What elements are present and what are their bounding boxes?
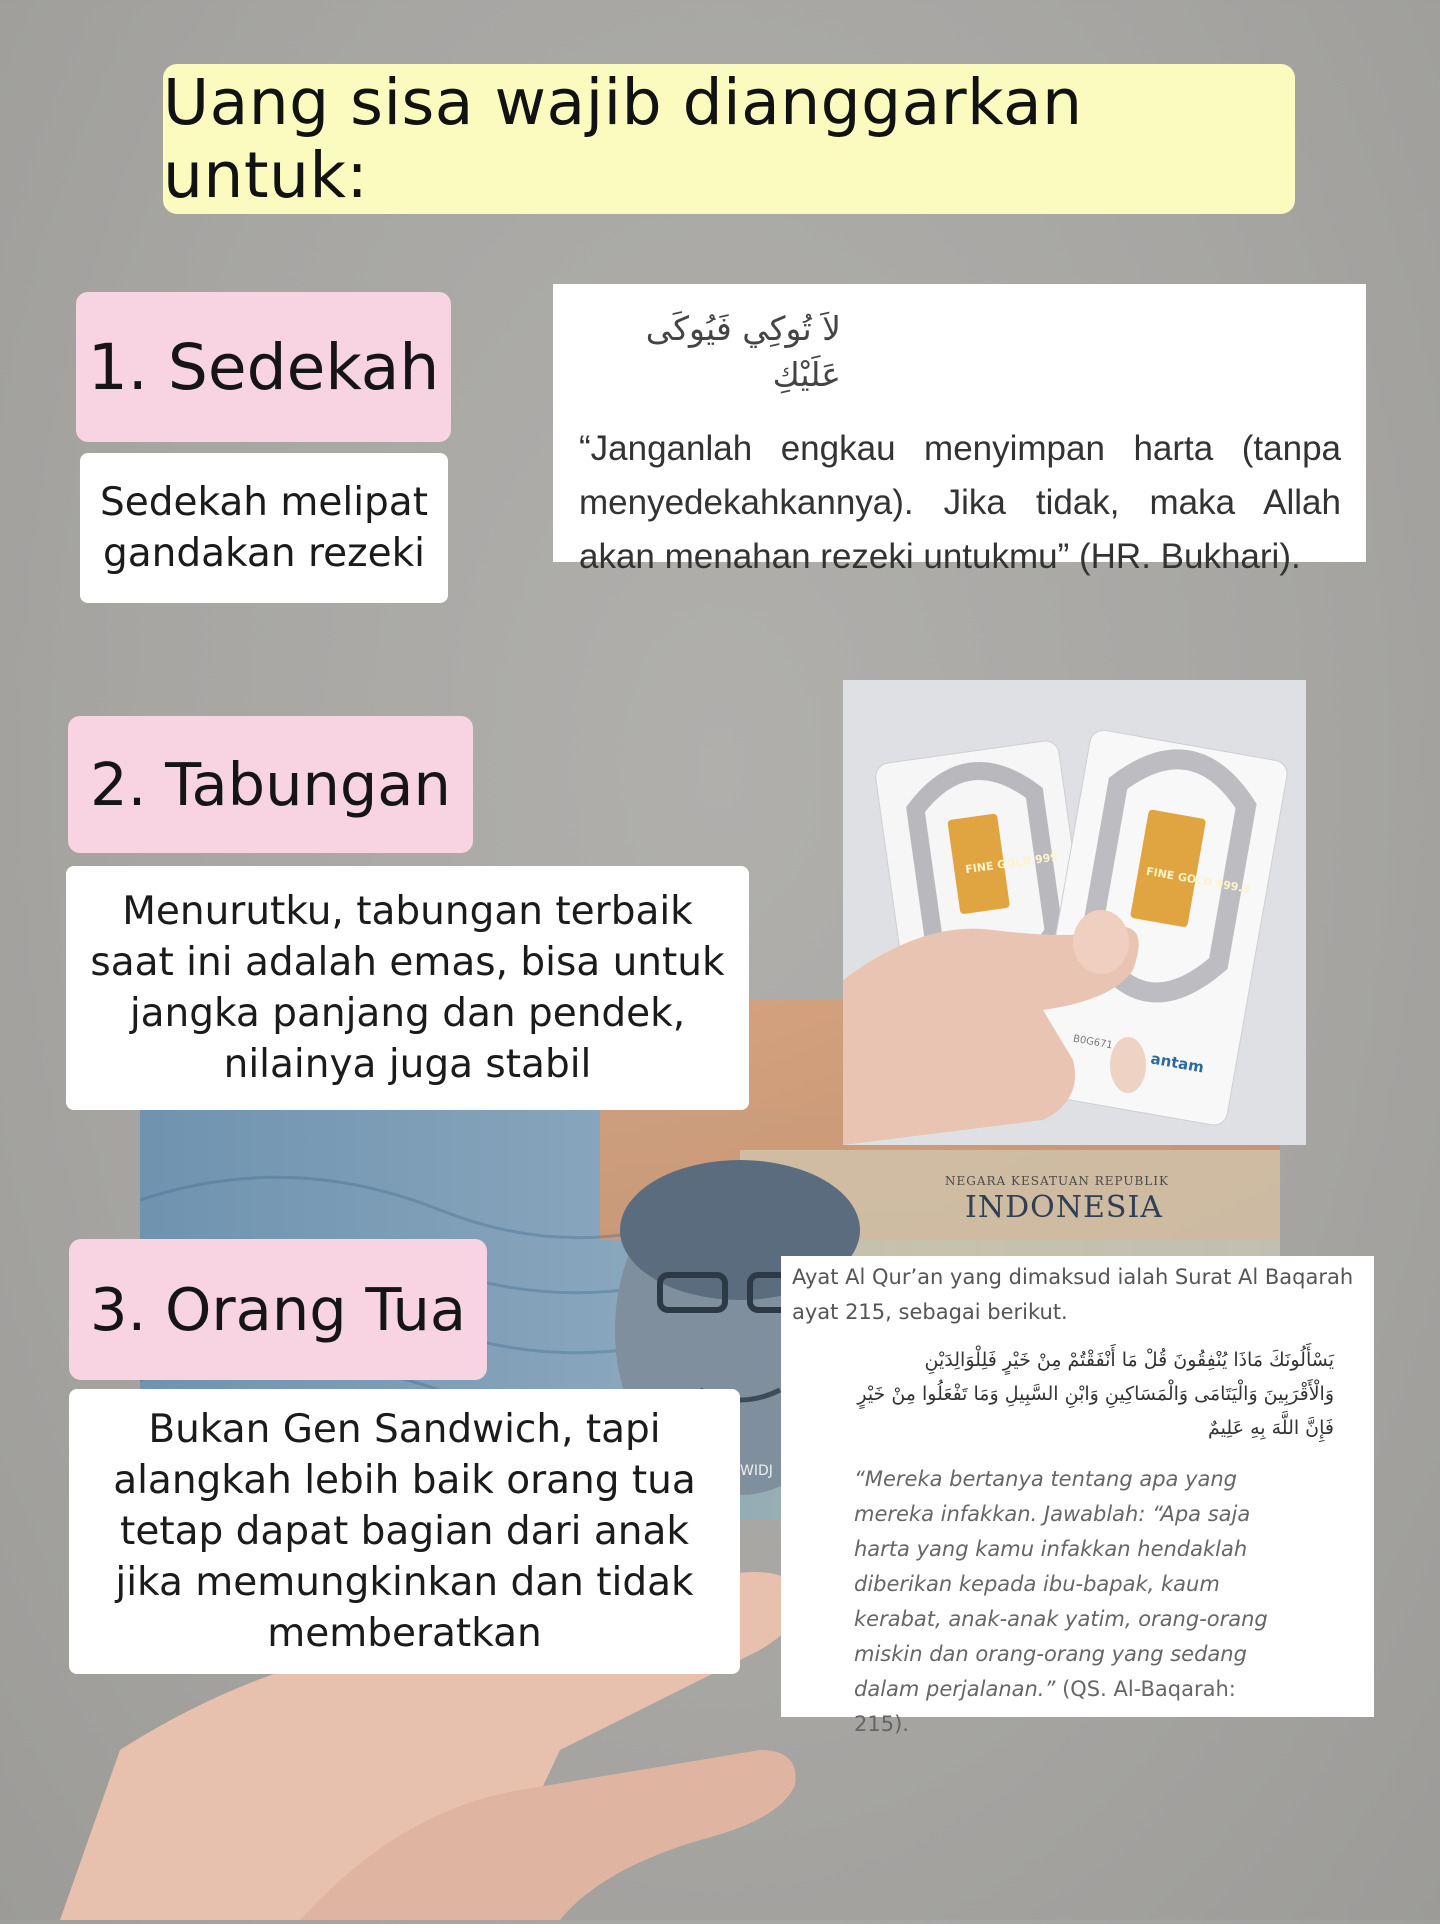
banknote-country: INDONESIA	[965, 1190, 1163, 1225]
ayat-intro: Ayat Al Qur’an yang dimaksud ialah Surat Al Baqarah ayat 215, sebagai berikut.	[792, 1265, 1354, 1324]
ayat-translation: “Mereka bertanya tentang apa yang mereka infakkan. Jawablah: “Apa saja harta yang kamu infakkan hendaklah diberikan kepada ibu-bapak, kaum kerabat, anak-anak yatim, orang-orang miskin dan orang-orang yang sedang dalam perjalanan.”	[854, 1467, 1268, 1701]
section-heading-sedekah	[76, 292, 451, 442]
section-description-text: Bukan Gen Sandwich, tapi alangkah lebih baik orang tua tetap dapat bagian dari anak jika memungkinkan dan tidak memberatkan	[113, 1407, 696, 1656]
gold-bar-label-1: FINE GOLD 999	[964, 850, 1059, 877]
ayat-arabic: يَسْأَلُونَكَ مَاذَا يُنْفِقُونَ قُلْ مَا أَنْفَقْتُمْ مِنْ خَيْرٍ فَلِلْوَالِدَيْنِ وَالْأَقْرَبِينَ وَالْيَتَامَى وَالْمَسَاكِينِ وَابْنِ السَّبِيلِ وَمَا تَفْعَلُوا مِنْ خَيْرٍ فَإِنَّ اللَّهَ بِهِ عَلِيمٌ	[857, 1349, 1334, 1439]
hadith-arabic: لاَ تُوكِي فَيُوكَى عَلَيْكِ	[645, 309, 841, 394]
ayat-quote-card	[781, 1256, 1374, 1736]
gold-bar-photo	[843, 680, 1306, 1145]
section-description-text: Sedekah melipat gandakan rezeki	[99, 480, 428, 576]
card-number: B0G671	[1072, 1033, 1114, 1052]
card-brand: antam	[1149, 1049, 1206, 1077]
section-heading-text: 1. Sedekah	[87, 330, 440, 404]
section-description-tabungan	[66, 866, 749, 1110]
banknote-side-text: WIDJ	[740, 1463, 773, 1479]
section-heading-text: 2. Tabungan	[90, 750, 451, 819]
ayat-translation-block	[854, 1462, 1284, 1742]
page-title: Uang sisa wajib dianggarkan untuk:	[163, 64, 1295, 214]
section-heading-orang-tua	[69, 1239, 487, 1380]
section-heading-text: 3. Orang Tua	[89, 1275, 467, 1344]
gold-bar-label-2: FINE GOLD 999.9	[1145, 864, 1252, 896]
section-description-text: Menurutku, tabungan terbaik saat ini adalah emas, bisa untuk jangka panjang dan pendek, nilainya juga stabil	[90, 889, 725, 1087]
ayat-reference: (QS. Al-Baqarah: 215).	[854, 1677, 1236, 1736]
section-description-orang-tua	[69, 1389, 740, 1674]
hadith-quote-card	[553, 284, 1366, 576]
section-description-sedekah	[80, 453, 448, 603]
hadith-translation: “Janganlah engkau menyimpan harta (tanpa menyedekahkannya). Jika tidak, maka Allah akan menahan rezeki untukmu” (HR. Bukhari).	[579, 429, 1341, 576]
section-heading-tabungan	[68, 716, 473, 853]
banknote-header: NEGARA KESATUAN REPUBLIK	[945, 1174, 1169, 1188]
